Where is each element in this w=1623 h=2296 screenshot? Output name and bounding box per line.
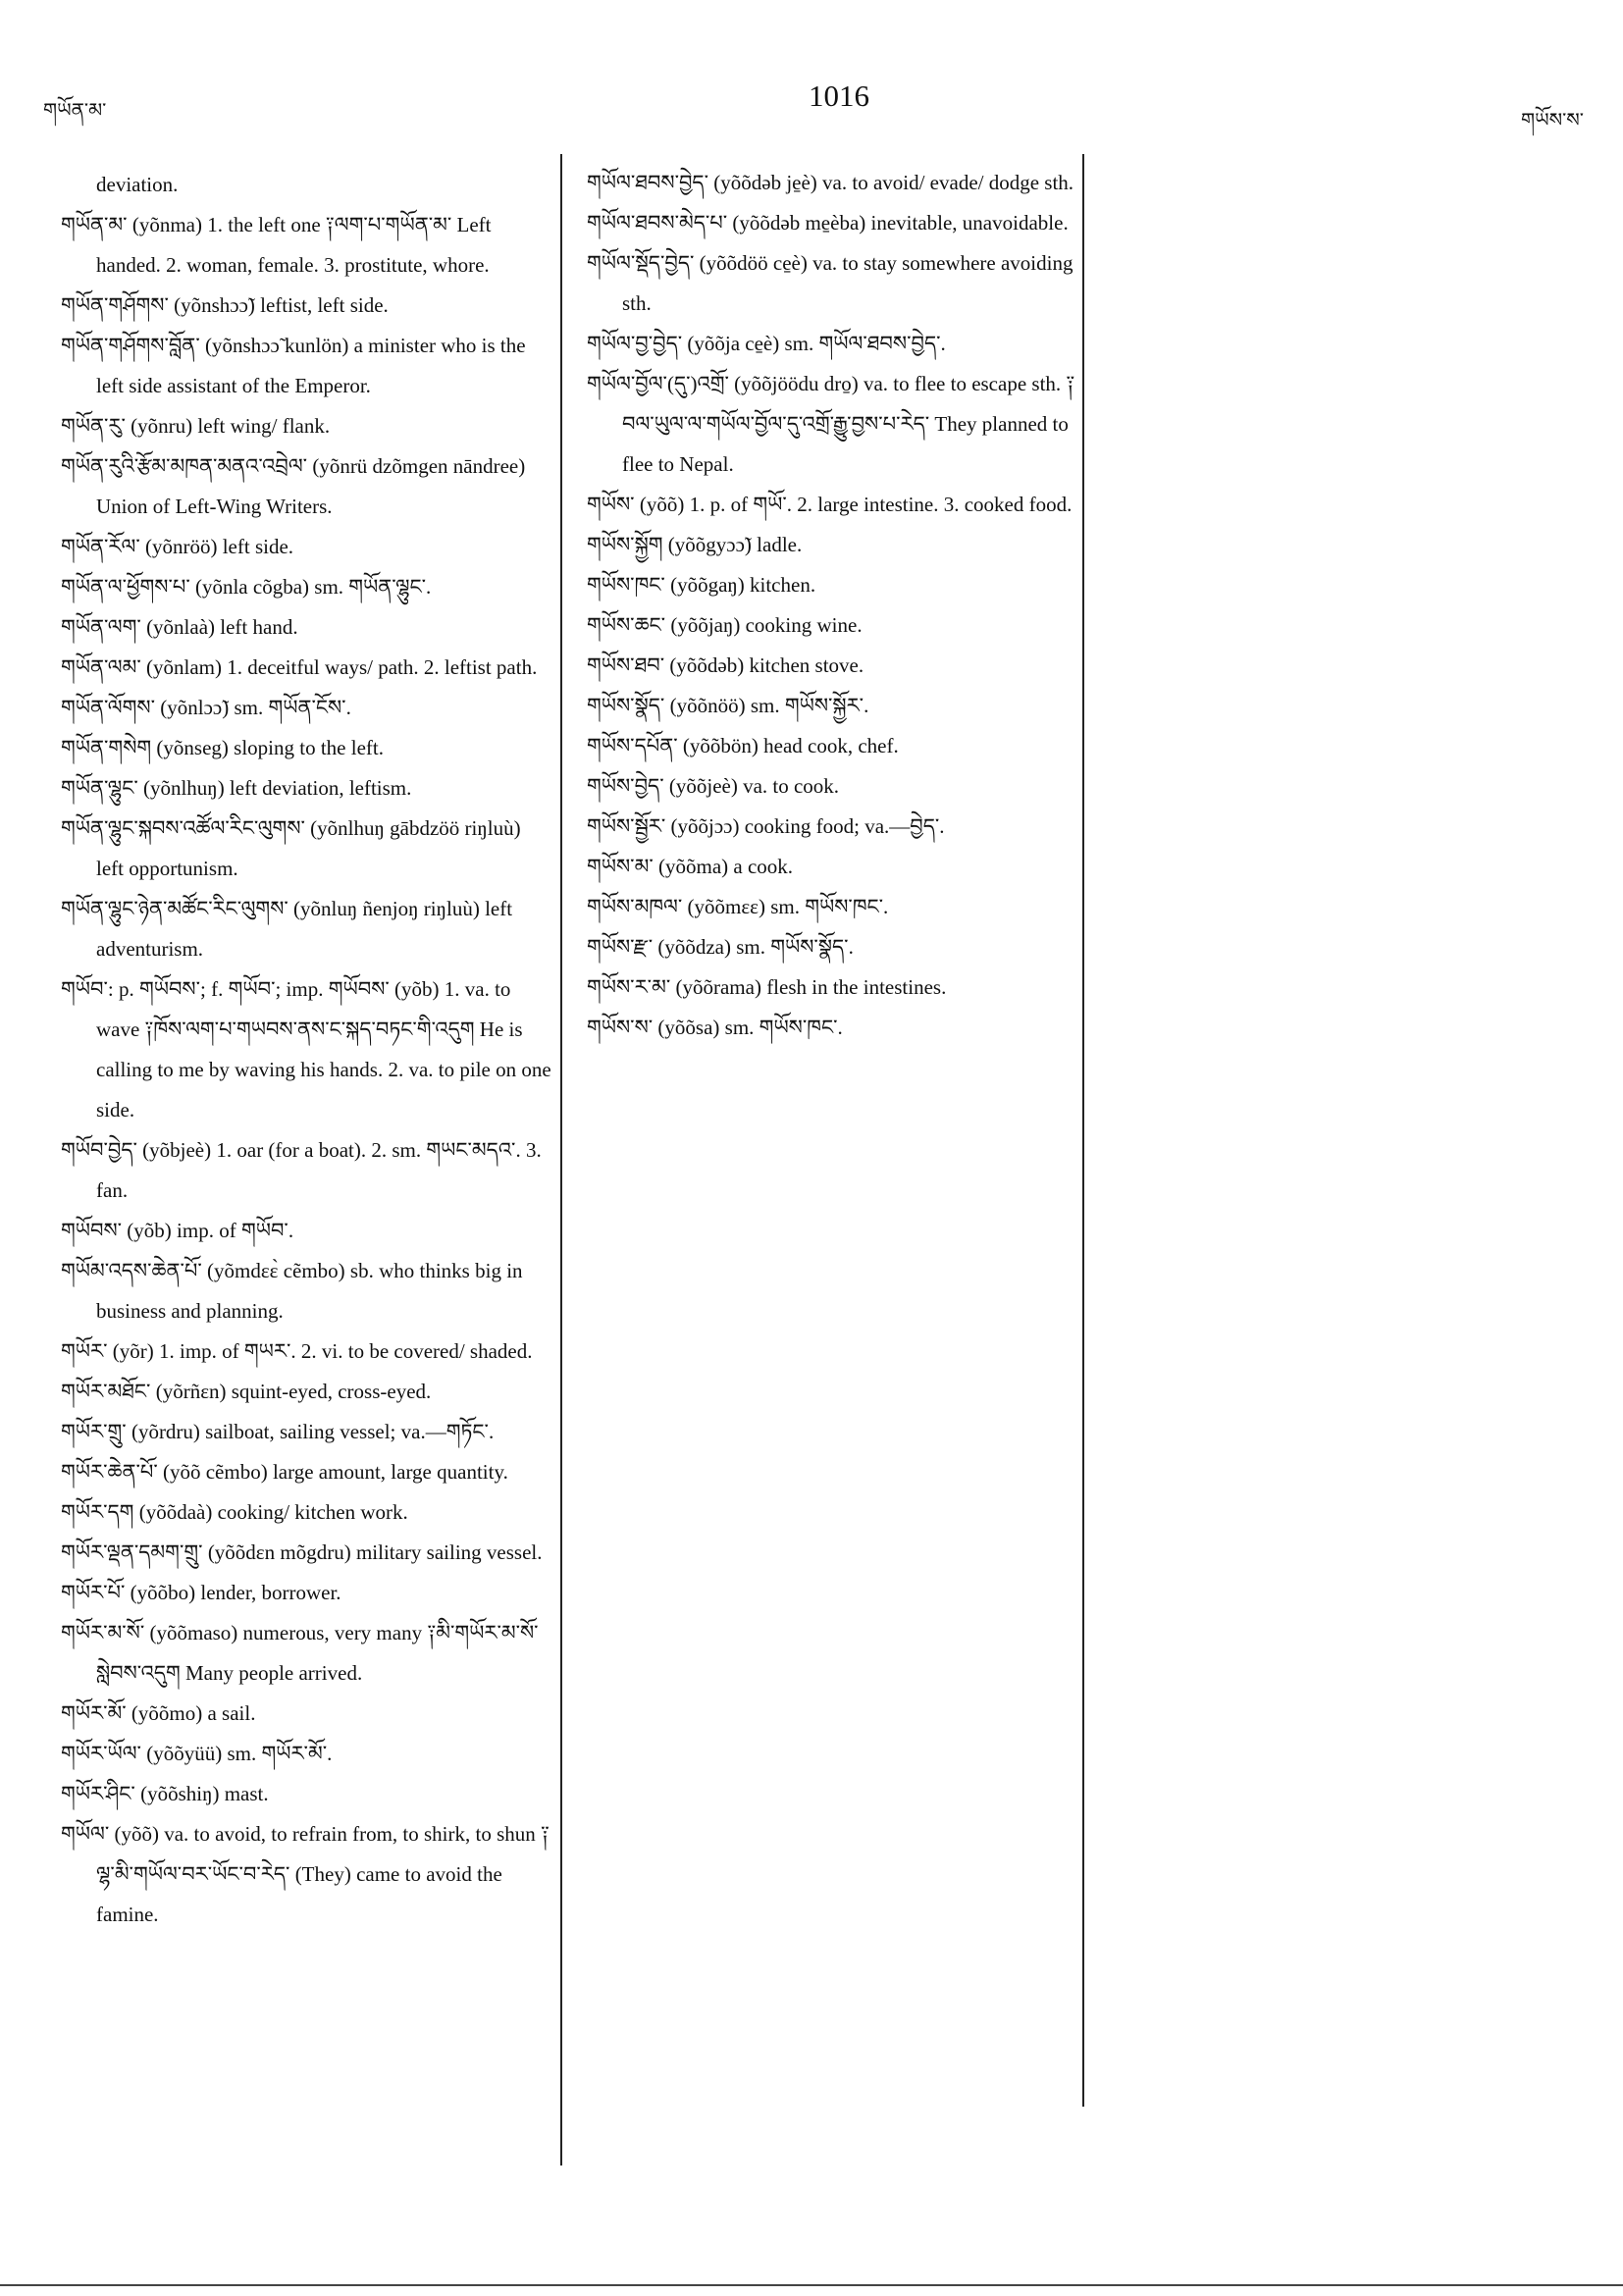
dictionary-entry: གཡོར་ (yõr) 1. imp. of གཡར་. 2. vi. to be covered/ shaded. [61,1339,533,1363]
dictionary-entry: གཡོན་རོལ་ (yõnröö) left side. [61,535,294,558]
dictionary-entry: གཡོས་སྐྱོག (yõõgyɔɔ̃) ladle. [587,533,803,556]
dictionary-entry: གཡོལ་སྡོད་བྱེད་ (yõõdöö ce̱è) va. to stay somewhere avoiding sth. [587,251,1073,315]
dictionary-entry: གཡོལ་བྱོལ་(དུ་)འགྲོ་ (yõõjöödu dro̱) va. to flee to escape sth. ༑བལ་ཡུལ་ལ་གཡོལ་བྱོལ་དུ་འགྲོ་རྒྱུ་བྱས་པ་རེད་ They planned to flee to Nepal. [587,372,1075,476]
dictionary-entry: གཡོར་པོ་ (yõõbo) lender, borrower. [61,1581,341,1604]
dictionary-entry: གཡོན་ལ་ཕྱོགས་པ་ (yõnla cõgba) sm. གཡོན་ལྷུང་. [61,575,432,599]
dictionary-entry: གཡོར་ལྡན་དམག་གྲུ་ (yõõdɛn mõgdru) military sailing vessel. [61,1540,543,1564]
dictionary-entry: གཡོན་རུ་ (yõnru) left wing/ flank. [61,414,331,438]
dictionary-entry: གཡོས་ས་ (yõõsa) sm. གཡོས་ཁང་. [587,1016,843,1039]
dictionary-entry: གཡོབས་ (yõb) imp. of གཡོབ་. [61,1219,294,1242]
dictionary-entry: གཡོན་ལམ་ (yõnlam) 1. deceitful ways/ path. 2. leftist path. [61,655,538,679]
dictionary-entry: གཡོར་ཡོལ་ (yõõyüü) sm. གཡོར་མོ་. [61,1742,333,1765]
right-column [587,163,1077,1048]
right-margin-rule [1082,154,1084,2107]
dictionary-entry: གཡོས་ཆང་ (yõõjaŋ) cooking wine. [587,613,863,637]
header-guide-word-left: གཡོན་མ་ [43,98,107,122]
dictionary-entry: གཡོས་སྣོད་ (yõõnöö) sm. གཡོས་སྐྱོར་. [587,694,869,717]
column-divider [560,154,562,2166]
dictionary-entry: གཡོར་མ་སོ་ (yõõmaso) numerous, very many ༑མི་གཡོར་མ་སོ་སླེབས་འདུག Many people arrived. [61,1621,539,1685]
dictionary-entry: གཡོན་རུའི་རྩོམ་མཁན་མནའ་འབྲེལ་ (yõnrü dzõmgen nāndree) Union of Left-Wing Writers. [61,454,526,518]
dictionary-entry: གཡོར་ཆེན་པོ་ (yõõ cẽmbo) large amount, large quantity. [61,1460,508,1484]
dictionary-entry: གཡོན་མ་ (yõnma) 1. the left one ༑ལག་པ་གཡོན་མ་ Left handed. 2. woman, female. 3. prostitute, whore. [61,213,492,277]
dictionary-entry: གཡོལ་བྱ་བྱེད་ (yõõja ce̱è) sm. གཡོལ་ཐབས་བྱེད་. [587,332,946,355]
bottom-rule [0,2284,1623,2286]
dictionary-entry: གཡོན་ལྷུང་ཉེན་མཚོང་རིང་ལུགས་ (yõnluŋ ñenjoŋ riŋluù) left adventurism. [61,897,513,961]
dictionary-entry: གཡོལ་ (yõõ) va. to avoid, to refrain from, to shirk, to shun ༑ལྷ་མི་གཡོལ་བར་ཡོང་བ་རེད་ (They) came to avoid the famine. [61,1822,550,1926]
dictionary-entry: གཡོས་དཔོན་ (yõõbön) head cook, chef. [587,734,899,757]
dictionary-entry: གཡོས་ཁང་ (yõõgaŋ) kitchen. [587,573,816,597]
dictionary-entry: གཡོས་བྱེད་ (yõõjeè) va. to cook. [587,774,840,798]
dictionary-entry: གཡོན་ལྷུང་ (yõnlhuŋ) left deviation, leftism. [61,776,412,800]
dictionary-entry: གཡོན་ལྷུང་སྐབས་འཚོལ་རིང་ལུགས་ (yõnlhuŋ gābdzöö riŋluù) left opportunism. [61,816,521,880]
page-number: 1016 [809,78,869,113]
dictionary-entry: deviation. [96,173,179,196]
dictionary-entry: གཡོན་ལོགས་ (yõnlɔɔ̃) sm. གཡོན་ངོས་. [61,696,351,719]
header-guide-word-right: གཡོས་ས་ [1521,108,1584,131]
dictionary-entry: གཡོབ་: p. གཡོབས་; f. གཡོབ་; imp. གཡོབས་ (yõb) 1. va. to wave ༑ཁོས་ལག་པ་གཡབས་ནས་ང་སྐད་བཏང་གི་འདུག He is calling to me by waving his hands. 2. va. to pile on one side. [61,977,551,1122]
dictionary-entry: གཡོས་ར་མ་ (yõõrama) flesh in the intestines. [587,975,947,999]
dictionary-entry: གཡོས་མ་ (yõõma) a cook. [587,855,794,878]
dictionary-entry: གཡོར་མོ་ (yõõmo) a sail. [61,1701,256,1725]
dictionary-entry: གཡོལ་ཐབས་མེད་པ་ (yõõdəb me̱èba) inevitable, unavoidable. [587,211,1069,235]
dictionary-entry: གཡོན་གཤོགས་ (yõnshɔɔ̃) leftist, left side. [61,293,389,317]
dictionary-entry: གཡོལ་ཐབས་བྱེད་ (yõõdəb je̱è) va. to avoid/ evade/ dodge sth. [587,171,1074,194]
dictionary-entry: གཡོར་མཐོང་ (yõrñɛn) squint-eyed, cross-eyed. [61,1380,432,1403]
dictionary-entry: གཡོས་སྦྱོར་ (yõõjɔɔ) cooking food; va.—བྱེད་. [587,814,945,838]
dictionary-entry: གཡོས་ཐབ་ (yõõdəb) kitchen stove. [587,653,864,677]
dictionary-entry: གཡོར་གྲུ་ (yõrdru) sailboat, sailing vessel; va.—གཏོང་. [61,1420,495,1443]
left-column [61,165,551,1935]
dictionary-entry: གཡོས་མཁལ་ (yõõmɛɛ) sm. གཡོས་ཁང་. [587,895,889,918]
dictionary-entry: གཡོན་ལག་ (yõnlaà) left hand. [61,615,298,639]
dictionary-entry: གཡོར་དག (yõõdaà) cooking/ kitchen work. [61,1500,408,1524]
dictionary-entry: གཡོབ་བྱེད་ (yõbjeè) 1. oar (for a boat). 2. sm. གཡང་མདའ་. 3. fan. [61,1138,542,1202]
dictionary-entry: གཡོས་རྫ་ (yõõdza) sm. གཡོས་སྣོད་. [587,935,854,959]
dictionary-entry: གཡོར་ཤིང་ (yõõshiŋ) mast. [61,1782,269,1805]
dictionary-entry: གཡོན་གསེག (yõnseg) sloping to the left. [61,736,384,759]
dictionary-entry: གཡོན་གཤོགས་བློན་ (yõnshɔɔ̃ kunlön) a minister who is the left side assistant of the Emperor. [61,334,526,397]
dictionary-entry: གཡོས་ (yõõ) 1. p. of གཡོ་. 2. large intestine. 3. cooked food. [587,493,1073,516]
dictionary-entry: གཡོམ་འདས་ཆེན་པོ་ (yõmdɛɛ̀ cẽmbo) sb. who thinks big in business and planning. [61,1259,523,1323]
